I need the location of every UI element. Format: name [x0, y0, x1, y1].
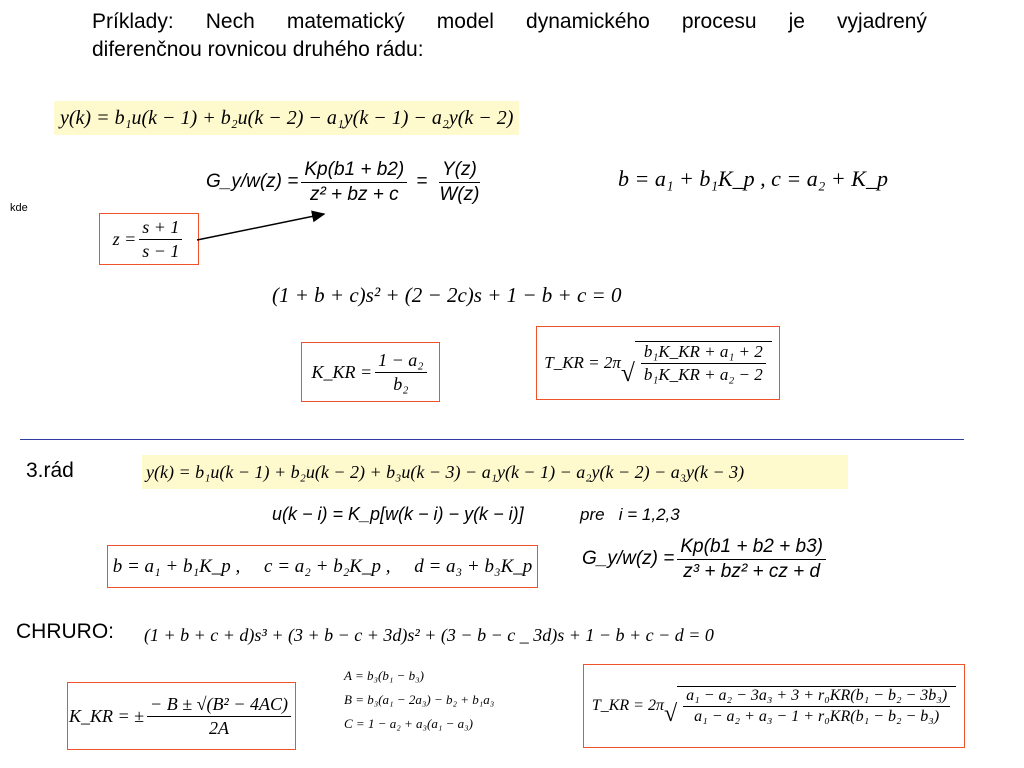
- sqrt-icon: √: [663, 701, 678, 727]
- kkr3-numerator: − B ± √(B² − 4AC): [147, 694, 291, 717]
- kkr3-lhs: K_KR = ±: [69, 705, 145, 726]
- title-word: model: [436, 10, 494, 33]
- tkr3-box: [583, 664, 965, 748]
- kkr3-denominator: 2A: [209, 717, 230, 738]
- bcd-definition-box: b = a₁ + b₁K_p , c = a₂ + b₂K_p , d = a₃ + b₃K_p: [107, 545, 538, 588]
- title-word: je: [788, 10, 805, 33]
- tf3-numerator: Kp(b1 + b2 + b3): [677, 536, 826, 560]
- sqrt-tkr2: [621, 341, 772, 385]
- title-word: vyjadrený: [837, 10, 927, 33]
- z-sub-denominator: s − 1: [142, 240, 180, 261]
- title-word: Nech: [205, 10, 255, 33]
- tf3-lhs: G_y/w(z) =: [582, 548, 675, 569]
- tkr2-numerator: b₁K_KR + a₁ + 2: [641, 342, 766, 364]
- control-law: u(k − i) = K_p[w(k − i) − y(k − i)]: [272, 504, 524, 524]
- abc-definitions: [344, 664, 494, 736]
- tf3-denominator: z³ + bz² + cz + d: [683, 560, 821, 582]
- characteristic-equation-3: (1 + b + c + d)s³ + (3 + b − c + 3d)s² + (3 − b − c _ 3d)s + 1 − b + c − d = 0: [144, 625, 714, 645]
- chruro-label: CHRURO:: [16, 620, 114, 643]
- transfer-function-3: [582, 528, 829, 590]
- tkr2-lhs: T_KR = 2π: [544, 353, 621, 372]
- title-word: procesu: [681, 10, 757, 33]
- index-range: pre i = 1,2,3: [580, 505, 680, 524]
- tf2-lhs: G_y/w(z) =: [206, 171, 299, 192]
- tf3-fraction: [677, 536, 826, 583]
- z-sub-lhs: z =: [112, 228, 137, 249]
- tkr3-fraction: [683, 687, 950, 726]
- equation-order2: y(k) = b₁u(k − 1) + b₂u(k − 2) − a₁y(k − 1) − a₂y(k − 2): [54, 101, 519, 135]
- tf2-ratio-denominator: W(z): [439, 183, 480, 205]
- equation-order3: y(k) = b₁u(k − 1) + b₂u(k − 2) + b₃u(k − 3) − a₁y(k − 1) − a₂y(k − 2) − a₃y(k − 3): [142, 455, 848, 489]
- kkr2-denominator: b₂: [393, 373, 409, 394]
- a-definition: A = b₃(b₁ − b₃): [344, 668, 424, 683]
- tkr3-numerator: a₁ − a₂ − 3a₃ + 3 + r₀KR(b₁ − b₂ − 3b₃): [683, 687, 950, 707]
- kkr3-fraction: [147, 694, 291, 739]
- tkr2-fraction: [641, 342, 766, 385]
- bc-definition: b = a₁ + b₁K_p , c = a₂ + K_p: [618, 166, 888, 191]
- kkr3-box: [67, 682, 296, 750]
- sqrt-radicand: [677, 686, 956, 726]
- kkr2-fraction: [375, 350, 426, 395]
- divider: [20, 439, 964, 440]
- sqrt-icon: √: [620, 357, 635, 387]
- kkr2-numerator: 1 − a₂: [375, 350, 426, 373]
- tkr3-lhs: T_KR = 2π: [591, 697, 664, 714]
- tf2-numerator: Kp(b1 + b2): [301, 159, 407, 183]
- kde-label: kde: [10, 202, 28, 214]
- tkr3-denominator: a₁ − a₂ + a₃ − 1 + r₀KR(b₁ − b₂ − b₃): [694, 708, 940, 725]
- z-sub-numerator: s + 1: [139, 217, 182, 240]
- sqrt-tkr3: [664, 686, 956, 726]
- title-label: Príklady:: [92, 10, 174, 33]
- tkr2-denominator: b₁K_KR + a₂ − 2: [643, 365, 763, 384]
- characteristic-equation-2: (1 + b + c)s² + (2 − 2c)s + 1 − b + c = 0: [272, 283, 622, 307]
- order3-label: 3.rád: [26, 459, 74, 482]
- tf2-ratio-numerator: Y(z): [439, 159, 480, 183]
- b-definition: B = b₃(a₁ − 2a₃) − b₂ + b₁a₃: [344, 692, 495, 707]
- kkr2-lhs: K_KR =: [311, 361, 373, 382]
- c-definition: C = 1 − a₂ + a₃(a₁ − a₃): [344, 716, 473, 731]
- kkr2-box: [301, 342, 440, 402]
- title-word: matematický: [286, 10, 405, 33]
- sqrt-radicand: [635, 341, 772, 385]
- title-word: dynamického: [526, 10, 650, 33]
- tkr2-box: [536, 326, 780, 400]
- tf2-denominator: z² + bz + c: [309, 183, 399, 205]
- title-line-2: diferenčnou rovnicou druhého rádu:: [92, 38, 424, 61]
- equals-sign: =: [416, 171, 428, 192]
